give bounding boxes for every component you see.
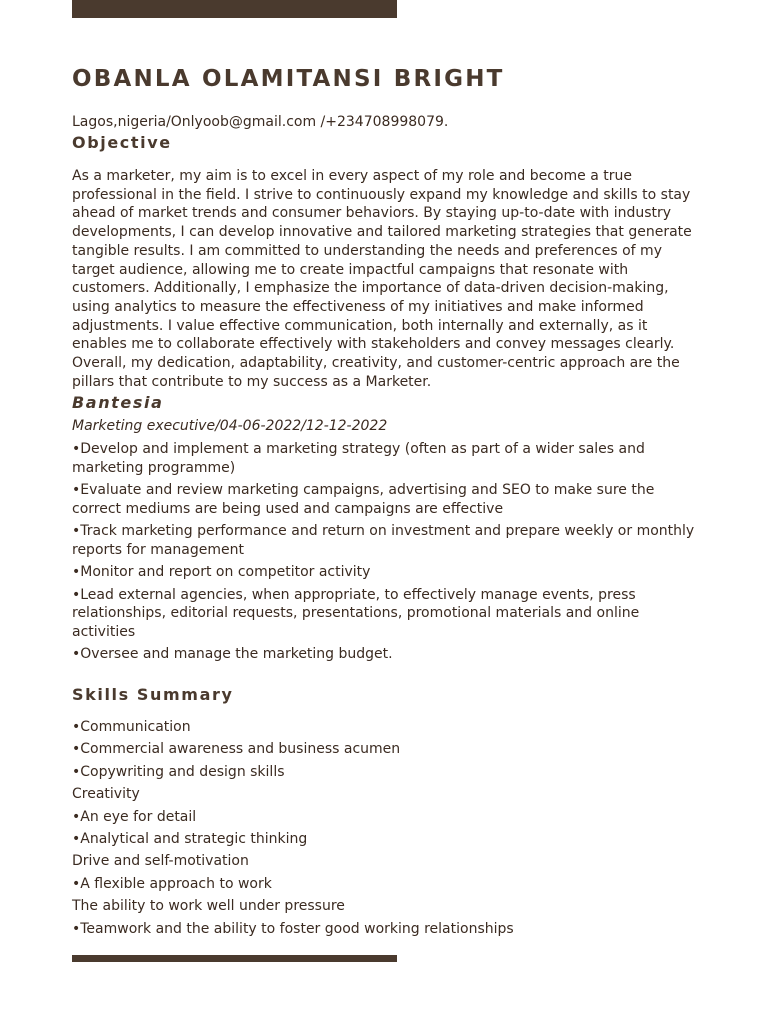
candidate-name: OBANLA OLAMITANSI BRIGHT: [72, 66, 505, 92]
duty-item: •Develop and implement a marketing strategy (often as part of a wider sales and marketing programme): [72, 441, 645, 476]
skill-item: •Copywriting and design skills: [72, 763, 285, 780]
skill-item: •Analytical and strategic thinking: [72, 830, 308, 847]
bottom-accent-bar: [72, 955, 397, 962]
duty-item: •Track marketing performance and return on investment and prepare weekly or monthly reports for management: [72, 523, 695, 558]
duty-item: •Monitor and report on competitor activity: [72, 564, 371, 581]
contact-info: Lagos,nigeria/Onlyoob@gmail.com /+234708998079.: [72, 114, 449, 130]
duty-item: •Evaluate and review marketing campaigns, advertising and SEO to make sure the correct mediums are being used and campaigns are effective: [72, 482, 655, 517]
duty-item: •Oversee and manage the marketing budget.: [72, 646, 393, 663]
skill-item: •An eye for detail: [72, 808, 197, 825]
skill-list: [72, 718, 700, 942]
duty-item: •Lead external agencies, when appropriate, to effectively manage events, press relationships, editorial requests, presentations, promotional materials and online activities: [72, 586, 640, 641]
top-accent-bar: [72, 0, 397, 18]
skills-heading: Skills Summary: [72, 685, 234, 704]
duty-list: [72, 440, 700, 668]
skill-item: •Communication: [72, 719, 191, 735]
skill-item: Drive and self-motivation: [72, 853, 249, 870]
job-title: Marketing executive/04-06-2022/12-12-2022: [72, 418, 388, 434]
skill-item: Creativity: [72, 786, 140, 803]
skill-item: •Commercial awareness and business acumen: [72, 741, 401, 758]
objective-text: As a marketer, my aim is to excel in every aspect of my role and become a true professional in the field. I strive to continuously expand my knowledge and skills to stay ahead of market trends and consumer behaviors. By staying up-to-date with industry developments, I can develop innovative and tailored marketing strategies that generate tangible results. I am committed to understanding the needs and preferences of my target audience, allowing me to create impactful campaigns that resonate with customers. Additionally, I emphasize the importance of data-driven decision-making, using analytics to measure the effectiveness of my initiatives and make informed adjustments. I value effective communication, both internally and externally, as it enables me to collaborate effectively with stakeholders and convey messages clearly. Overall, my dedication, adaptability, creativity, and customer-centric approach are the pillars that contribute to my success as a Marketer.: [72, 168, 692, 390]
skill-item: •Teamwork and the ability to foster good working relationships: [72, 920, 514, 937]
objective-heading: Objective: [72, 133, 172, 152]
skill-item: The ability to work well under pressure: [72, 898, 345, 915]
skill-item: •A flexible approach to work: [72, 875, 272, 892]
company-name: Bantesia: [72, 393, 164, 412]
